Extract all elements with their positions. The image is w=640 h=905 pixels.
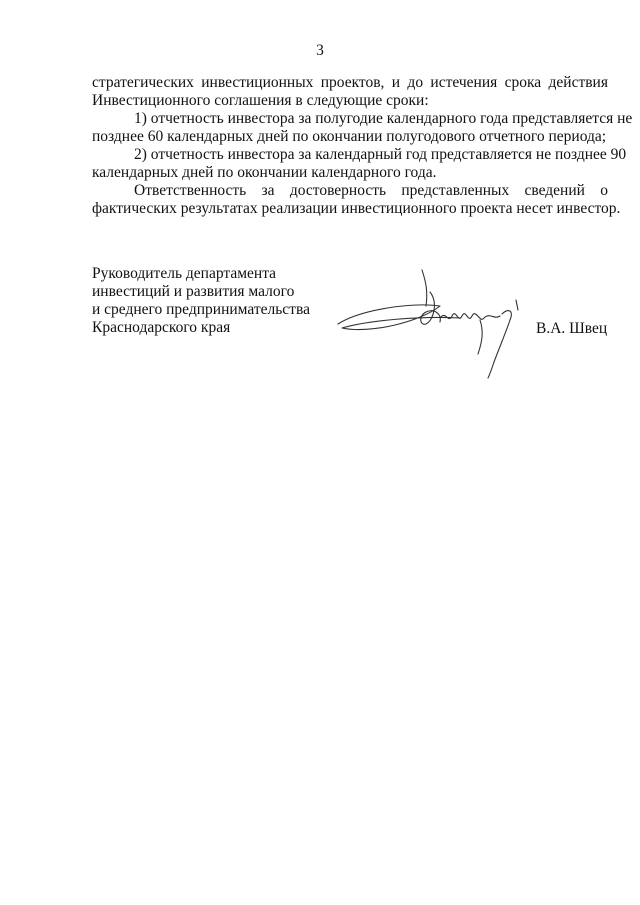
page-number: 3 xyxy=(316,42,324,59)
body-line-4: позднее 60 календарных дней по окончании полугодового отчетного периода; xyxy=(92,128,607,145)
signatory-title-line: Краснодарского края xyxy=(92,319,231,336)
body-line-3: 1) отчетность инвестора за полугодие календарного года представляется не xyxy=(134,110,633,127)
signatory-title xyxy=(92,265,310,337)
handwritten-signature xyxy=(330,262,540,382)
body-line-8: фактических результатах реализации инвестиционного проекта несет инвестор. xyxy=(92,200,621,217)
body-line-5: 2) отчетность инвестора за календарный год представляется не позднее 90 xyxy=(134,146,627,163)
signatory-title-line: и среднего предпринимательства xyxy=(92,301,310,318)
signatory-title-line: инвестиций и развития малого xyxy=(92,283,295,300)
body-line-1: стратегических инвестиционных проектов, и до истечения срока действия xyxy=(92,74,608,91)
signer-name: В.А. Швец xyxy=(536,320,608,337)
signatory-title-line: Руководитель департамента xyxy=(92,265,277,282)
body-line-7: Ответственность за достоверность представленных сведений о xyxy=(134,182,608,199)
body-line-2: Инвестиционного соглашения в следующие сроки: xyxy=(92,92,429,109)
body-line-6: календарных дней по окончании календарного года. xyxy=(92,164,437,181)
